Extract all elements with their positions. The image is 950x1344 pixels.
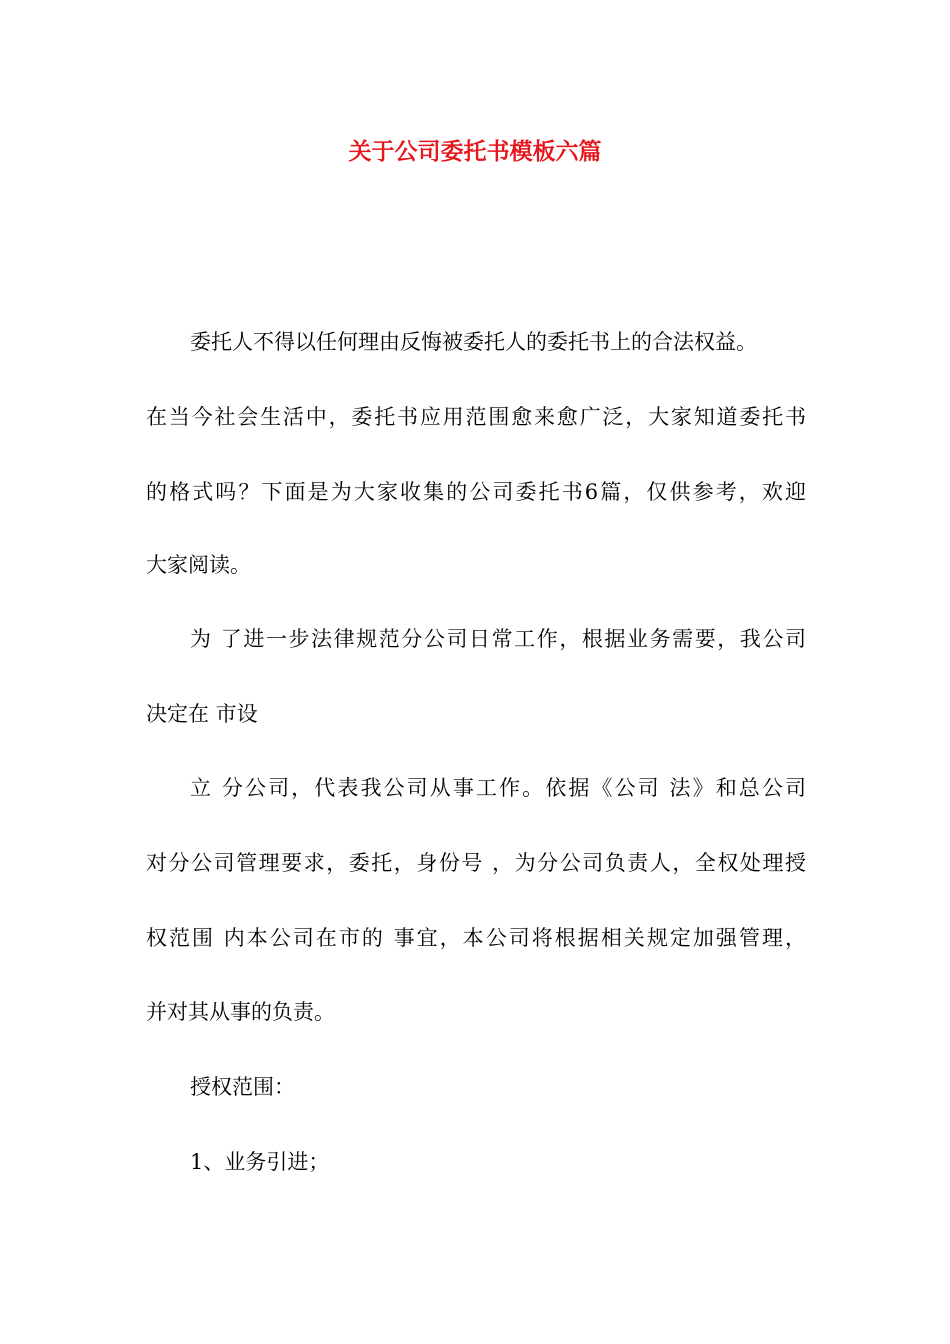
paragraph-line-5: 为 了进一步法律规范分公司日常工作，根据业务需要，我公司 <box>190 627 806 651</box>
paragraph-line-4: 大家阅读。 <box>146 553 251 577</box>
document-title: 关于公司委托书模板六篇 <box>348 139 602 165</box>
paragraph-line-6: 决定在 市设 <box>146 702 258 726</box>
paragraph-line-2: 在当今社会生活中，委托书应用范围愈来愈广泛，大家知道委托书 <box>146 405 806 429</box>
paragraph-line-7: 立 分公司，代表我公司从事工作。依据《公司 法》和总公司 <box>190 776 806 800</box>
paragraph-line-8: 对分公司管理要求，委托，身份号 ，为分公司负责人，全权处理授 <box>146 851 806 875</box>
paragraph-line-1: 委托人不得以任何理由反悔被委托人的委托书上的合法权益。 <box>190 330 757 354</box>
section-heading-scope: 授权范围： <box>190 1075 295 1099</box>
list-item-1: 1、业务引进； <box>190 1150 330 1174</box>
paragraph-line-9: 权范围 内本公司在市的 事宜，本公司将根据相关规定加强管理， <box>146 926 806 950</box>
paragraph-line-3: 的格式吗？下面是为大家收集的公司委托书6篇，仅供参考，欢迎 <box>146 480 806 504</box>
paragraph-line-10: 并对其从事的负责。 <box>146 1000 335 1024</box>
